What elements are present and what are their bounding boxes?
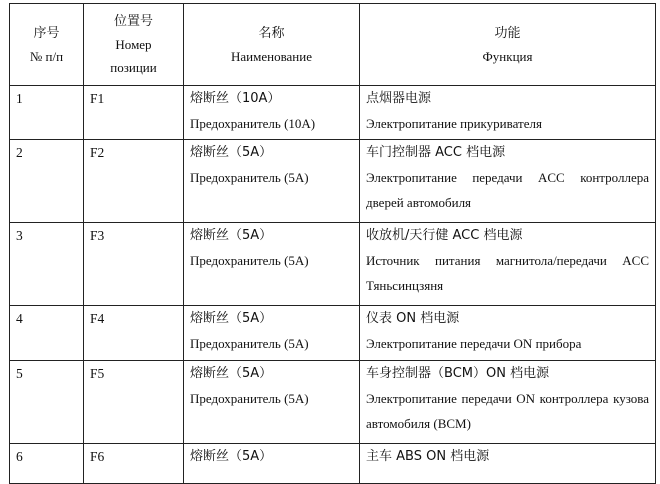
table-header-row [10, 4, 656, 86]
row-function-ru: Источник питания магнитола/передачи ACC Тяньсинцзяня [366, 253, 649, 293]
row-name-cn: 熔断丝（5A） [190, 145, 273, 160]
table-row [10, 444, 656, 484]
header-position-ru-2: позиции [110, 60, 157, 75]
row-position: F4 [84, 306, 184, 361]
row-number: 3 [10, 223, 84, 306]
row-function-ru: Электропитание передачи ACC контроллера дверей автомобиля [366, 170, 649, 210]
table-row [10, 86, 656, 140]
row-name-cn: 熔断丝（5A） [190, 228, 273, 243]
row-function-cn: 仪表 ON 档电源 [366, 311, 460, 326]
row-position: F2 [84, 140, 184, 223]
row-function [360, 223, 656, 306]
row-function [360, 444, 656, 484]
header-name-ru: Наименование [231, 48, 312, 64]
header-function-ru: Функция [482, 48, 533, 64]
row-position: F3 [84, 223, 184, 306]
row-number: 5 [10, 361, 84, 444]
row-name-cn: 熔断丝（5A） [190, 311, 273, 326]
row-name-ru: Предохранитель (5A) [190, 170, 309, 185]
header-function [360, 4, 656, 86]
row-position: F5 [84, 361, 184, 444]
row-number: 1 [10, 86, 84, 140]
row-number: 6 [10, 444, 84, 484]
row-position: F1 [84, 86, 184, 140]
row-function [360, 361, 656, 444]
row-function [360, 140, 656, 223]
row-number: 2 [10, 140, 84, 223]
row-name-cn: 熔断丝（10A） [190, 91, 281, 106]
header-name [184, 4, 360, 86]
row-name-cn: 熔断丝（5A） [190, 366, 273, 381]
row-name-ru: Предохранитель (5A) [190, 391, 309, 406]
row-name [184, 361, 360, 444]
row-number: 4 [10, 306, 84, 361]
row-name [184, 306, 360, 361]
row-name [184, 444, 360, 484]
row-position: F6 [84, 444, 184, 484]
row-function [360, 86, 656, 140]
header-position-cn: 位置号 [113, 14, 153, 29]
header-number-ru: № п/п [29, 48, 64, 64]
row-function-ru: Электропитание передачи ON контроллера кузова автомобиля (BCM) [366, 391, 649, 431]
fuse-table [9, 3, 656, 484]
row-name-ru: Предохранитель (5A) [190, 253, 309, 268]
row-name [184, 140, 360, 223]
row-function [360, 306, 656, 361]
row-name-cn: 熔断丝（5A） [190, 449, 273, 464]
header-number-cn: 序号 [33, 25, 60, 41]
table-row [10, 223, 656, 306]
row-function-ru: Электропитание прикуривателя [366, 116, 542, 131]
row-function-ru: Электропитание передачи ON прибора [366, 336, 582, 351]
header-number [10, 4, 84, 86]
row-name [184, 223, 360, 306]
header-function-cn: 功能 [494, 25, 521, 41]
row-name-ru: Предохранитель (5A) [190, 336, 309, 351]
row-function-cn: 车身控制器（BCM）ON 档电源 [366, 366, 550, 381]
row-function-cn: 主车 ABS ON 档电源 [366, 449, 490, 464]
header-position [84, 4, 184, 86]
header-position-ru-1: Номер [115, 37, 152, 52]
table-row [10, 361, 656, 444]
table-row [10, 140, 656, 223]
row-function-cn: 车门控制器 ACC 档电源 [366, 145, 506, 160]
table-row [10, 306, 656, 361]
row-function-cn: 收放机/天行健 ACC 档电源 [366, 228, 523, 243]
row-name-ru: Предохранитель (10A) [190, 116, 316, 131]
row-name [184, 86, 360, 140]
row-function-cn: 点烟器电源 [366, 91, 432, 106]
header-name-cn: 名称 [258, 25, 285, 41]
